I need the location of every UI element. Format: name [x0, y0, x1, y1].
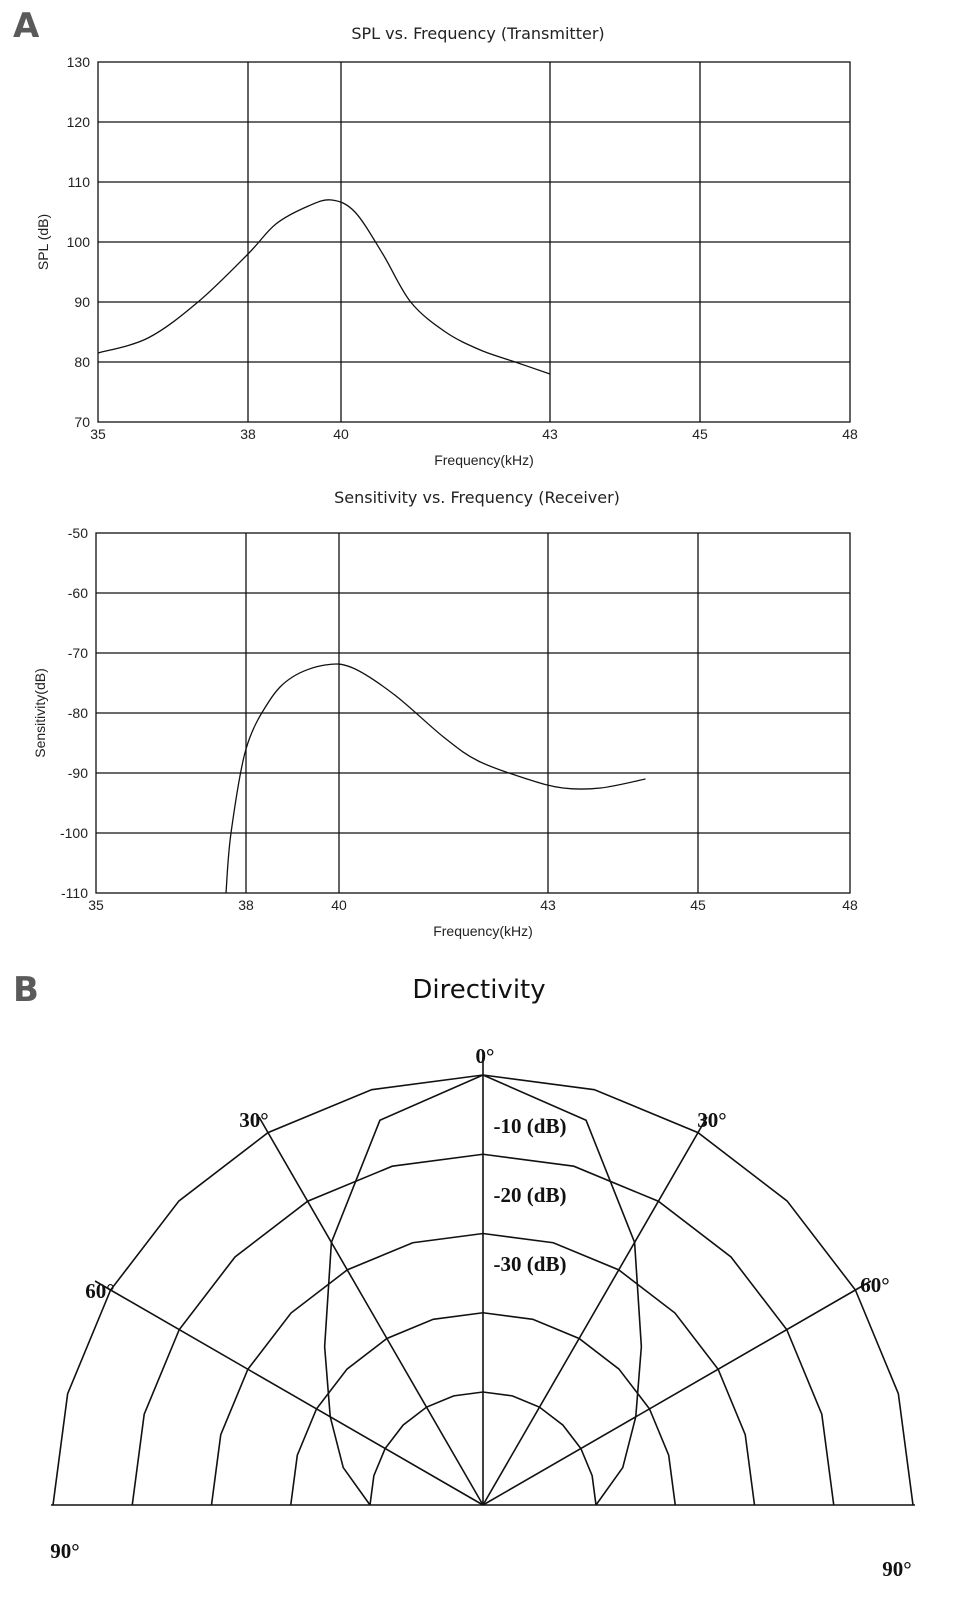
y-tick-label: -60 [67, 585, 88, 601]
angle-label: 90° [882, 1557, 912, 1581]
y-tick-label: 100 [66, 234, 90, 250]
y-tick-label: -90 [67, 765, 88, 781]
y-axis-label: SPL (dB) [35, 213, 51, 271]
x-axis-label: Frequency(kHz) [434, 452, 534, 468]
ring-label: -30 (dB) [493, 1252, 567, 1276]
angle-label: 30° [697, 1108, 727, 1132]
y-tick-label: 120 [66, 114, 90, 130]
angle-label: 0° [475, 1044, 495, 1068]
angle-label: 60° [85, 1279, 115, 1303]
x-tick-label: 35 [90, 426, 106, 442]
x-tick-label: 45 [690, 897, 706, 913]
x-tick-label: 35 [88, 897, 104, 913]
y-tick-label: -70 [67, 645, 88, 661]
chart-title: Sensitivity vs. Frequency (Receiver) [334, 488, 620, 507]
x-tick-label: 45 [692, 426, 708, 442]
x-tick-label: 40 [331, 897, 347, 913]
y-axis-label: Sensitivity(dB) [32, 668, 48, 758]
directivity-chart [0, 970, 970, 1610]
x-tick-label: 48 [842, 897, 858, 913]
y-tick-label: -110 [61, 885, 88, 901]
angle-label: 60° [860, 1273, 890, 1297]
x-tick-label: 43 [542, 426, 558, 442]
panel-label-a: A [13, 6, 40, 46]
sensitivity-chart [0, 485, 970, 955]
angle-label: 90° [50, 1539, 80, 1563]
x-tick-label: 43 [540, 897, 556, 913]
ring-label: -10 (dB) [493, 1114, 567, 1138]
x-tick-label: 48 [842, 426, 858, 442]
y-tick-label: -100 [59, 825, 88, 841]
chart-title: Directivity [412, 975, 546, 1005]
spl-chart [0, 0, 970, 490]
y-tick-label: 130 [66, 54, 90, 70]
x-tick-label: 38 [238, 897, 254, 913]
y-tick-label: 110 [67, 174, 90, 190]
series-line [226, 664, 646, 893]
y-tick-label: -50 [67, 525, 88, 541]
y-tick-label: -80 [67, 705, 88, 721]
series-line [98, 200, 550, 374]
chart-title: SPL vs. Frequency (Transmitter) [351, 24, 605, 43]
x-tick-label: 38 [240, 426, 256, 442]
y-tick-label: 80 [74, 354, 90, 370]
ring-label: -20 (dB) [493, 1183, 567, 1207]
angle-label: 30° [239, 1108, 269, 1132]
y-tick-label: 90 [74, 294, 90, 310]
x-tick-label: 40 [333, 426, 349, 442]
panel-label-b: B [13, 970, 39, 1010]
x-axis-label: Frequency(kHz) [433, 923, 533, 939]
y-tick-label: 70 [74, 414, 90, 430]
